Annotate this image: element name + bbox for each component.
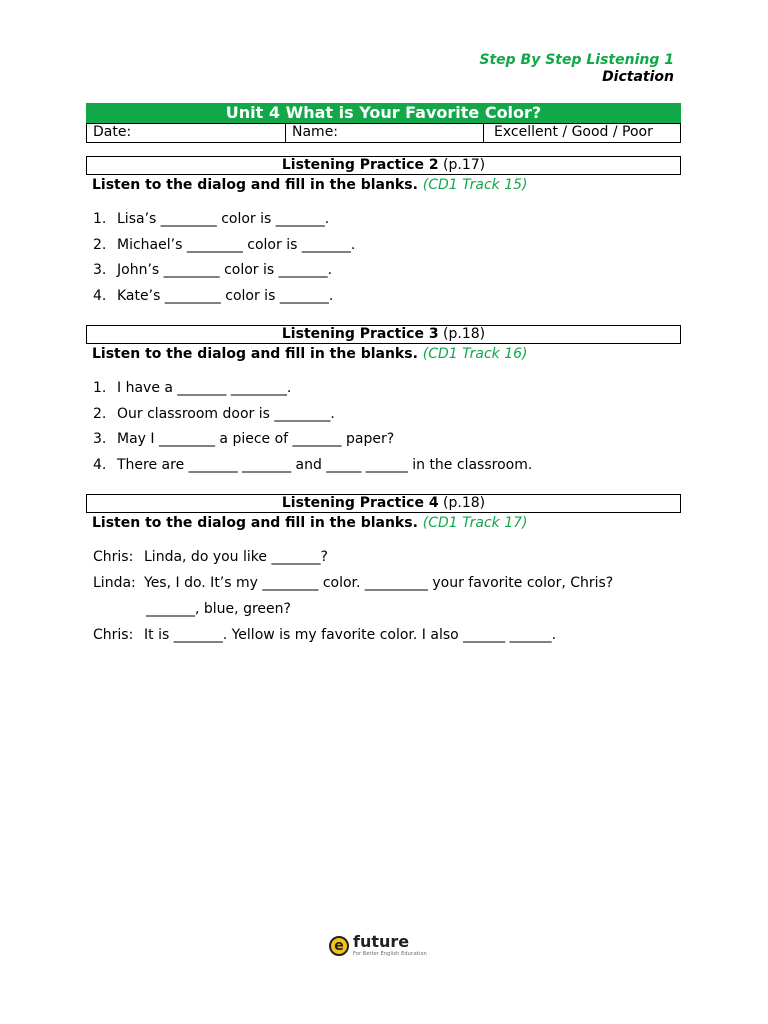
list-item bbox=[93, 457, 681, 483]
item-number: 4. bbox=[93, 287, 107, 304]
speaker-name: Chris: bbox=[93, 627, 134, 643]
item-text[interactable]: There are _______ _______ and _____ ______ in the classroom. bbox=[117, 456, 533, 473]
section-title: Dictation bbox=[602, 69, 674, 85]
item-text[interactable]: May I ________ a piece of _______ paper? bbox=[117, 431, 395, 447]
practice-title: Listening Practice 2 bbox=[281, 157, 439, 173]
listening-practice-3 bbox=[86, 325, 681, 482]
item-text[interactable]: John’s ________ color is _______. bbox=[117, 262, 333, 278]
question-list bbox=[93, 211, 681, 313]
listening-practice-2 bbox=[86, 156, 681, 313]
dialog-line bbox=[93, 549, 681, 575]
speaker-name: Chris: bbox=[93, 549, 134, 565]
logo-e-icon: e bbox=[329, 936, 349, 956]
practice-title: Listening Practice 4 bbox=[281, 495, 439, 511]
practice-instruction bbox=[92, 346, 681, 363]
dialog-line bbox=[93, 575, 681, 601]
info-row bbox=[86, 123, 681, 143]
efuture-logo bbox=[329, 934, 427, 958]
instruction-text: Listen to the dialog and fill in the blanks. bbox=[92, 515, 418, 531]
practice-instruction bbox=[92, 515, 681, 532]
logo-tagline: For Better English Education bbox=[353, 951, 427, 957]
practice-header bbox=[86, 156, 681, 175]
item-number: 3. bbox=[93, 431, 107, 447]
practice-page: (p.18) bbox=[443, 326, 486, 342]
speaker-name: Linda: bbox=[93, 575, 136, 591]
practice-page: (p.17) bbox=[443, 157, 486, 173]
item-number: 2. bbox=[93, 405, 107, 422]
list-item bbox=[93, 431, 681, 457]
practice-page: (p.18) bbox=[443, 495, 486, 511]
instruction-text: Listen to the dialog and fill in the blanks. bbox=[92, 346, 418, 362]
item-number: 1. bbox=[93, 211, 107, 227]
item-number: 2. bbox=[93, 236, 107, 253]
dialog-line bbox=[93, 601, 681, 627]
dialog-text[interactable]: It is _______. Yellow is my favorite color. I also ______ ______. bbox=[144, 627, 557, 643]
dialog-text[interactable]: _______, blue, green? bbox=[146, 601, 291, 617]
practice-header bbox=[86, 325, 681, 344]
dialog-line bbox=[93, 627, 681, 653]
dialog-list bbox=[93, 549, 681, 653]
practice-title: Listening Practice 3 bbox=[281, 326, 439, 342]
question-list bbox=[93, 380, 681, 482]
item-number: 4. bbox=[93, 456, 107, 473]
date-field[interactable]: Date: bbox=[86, 123, 285, 142]
list-item bbox=[93, 211, 681, 237]
practice-instruction bbox=[92, 177, 681, 194]
track-label: (CD1 Track 15) bbox=[422, 177, 528, 193]
list-item bbox=[93, 380, 681, 406]
item-number: 1. bbox=[93, 380, 107, 396]
dialog-text[interactable]: Yes, I do. It’s my ________ color. _________ your favorite color, Chris? bbox=[144, 575, 614, 591]
instruction-text: Listen to the dialog and fill in the blanks. bbox=[92, 177, 418, 193]
item-text[interactable]: Our classroom door is ________. bbox=[117, 405, 335, 422]
dialog-text[interactable]: Linda, do you like _______? bbox=[144, 549, 328, 565]
list-item bbox=[93, 406, 681, 432]
practice-header bbox=[86, 494, 681, 513]
name-field[interactable]: Name: bbox=[285, 123, 483, 142]
list-item bbox=[93, 237, 681, 263]
item-text[interactable]: I have a _______ ________. bbox=[117, 380, 292, 396]
item-text[interactable]: Michael’s ________ color is _______. bbox=[117, 236, 356, 253]
item-text[interactable]: Lisa’s ________ color is _______. bbox=[117, 211, 330, 227]
track-label: (CD1 Track 17) bbox=[422, 515, 528, 531]
list-item bbox=[93, 288, 681, 314]
logo-text bbox=[353, 934, 427, 958]
track-label: (CD1 Track 16) bbox=[422, 346, 528, 362]
unit-title: Unit 4 What is Your Favorite Color? bbox=[86, 103, 681, 124]
item-text[interactable]: Kate’s ________ color is _______. bbox=[117, 287, 334, 304]
rating-field[interactable]: Excellent / Good / Poor bbox=[483, 123, 681, 142]
list-item bbox=[93, 262, 681, 288]
logo-wordmark: future bbox=[353, 932, 410, 951]
listening-practice-4 bbox=[86, 494, 681, 653]
series-title: Step By Step Listening 1 bbox=[479, 52, 674, 68]
item-number: 3. bbox=[93, 262, 107, 278]
